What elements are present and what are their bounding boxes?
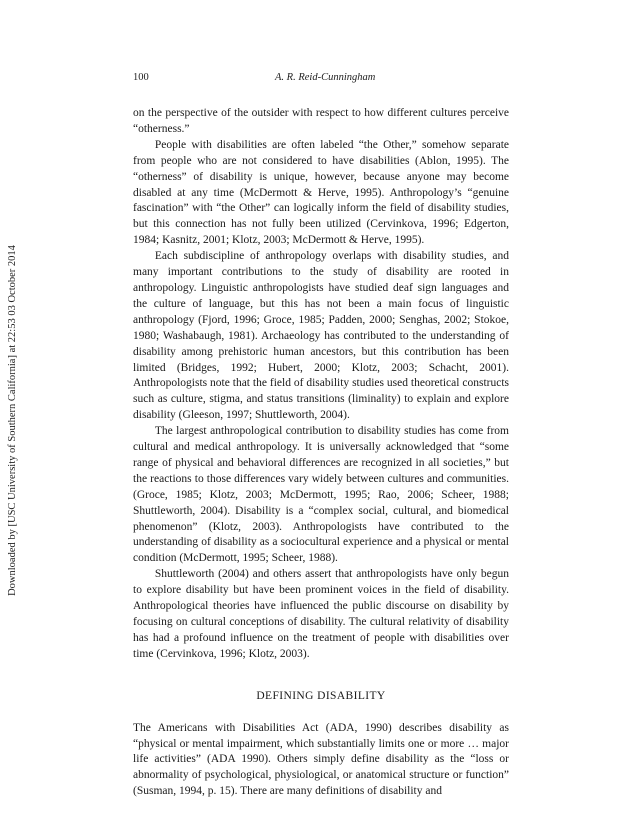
running-author: A. R. Reid-Cunningham <box>275 72 376 83</box>
download-watermark <box>2 230 22 610</box>
section-heading: DEFINING DISABILITY <box>256 689 386 702</box>
article-body <box>133 106 509 800</box>
paragraph-the-other: People with disabilities are often labeled “the Other,” somehow separate from people who are not considered to have disabilities (Ablon, 1995). The “otherness” of disability is unique, however, because anyone may become disabled at any time (McDermott & Herve, 1995). Anthropology’s “genuine fascination” with “the Other” can logically inform the field of disability studies, but this connection has not fully been utilized (Cervinkova, 1996; Edgerton, 1984; Kasnitz, 2001; Klotz, 2003; McDermott & Herve, 1995). <box>133 138 509 247</box>
paragraph-cultural-medical: The largest anthropological contribution to disability studies has come from cultural and medical anthropology. It is universally acknowledged that “some range of physical and behavioral differences are recognized in all societies,” but the reactions to those differences vary widely between cultures and communities. (Groce, 1985; Klotz, 2003; McDermott, 1995; Rao, 2006; Scheer, 1988; Shuttleworth, 2004). Disability is a “complex social, cultural, and biomedical phenomenon” (Klotz, 2003). Anthropologists have contributed to the understanding of disability as a sociocultural experience and a physical or mental condition (McDermott, 1995; Scheer, 1988). <box>133 425 509 565</box>
paragraph-continued: on the perspective of the outsider with respect to how different cultures perceive “otherness.” <box>133 107 509 135</box>
paragraph-ada-definition: The Americans with Disabilities Act (ADA, 1990) describes disability as “physical or mental impairment, which substantially limits one or more … major life activities” (ADA 1990). Others simply define disability as the “loss or abnormality of psychological, physiological, or anatomical structure or function” (Susman, 1994, p. 15). There are many definitions of disability and <box>133 721 509 798</box>
page-number: 100 <box>133 72 149 83</box>
paragraph-subdisciplines: Each subdiscipline of anthropology overlaps with disability studies, and many important contributions to the study of disability are rooted in anthropology. Linguistic anthropologists have studied deaf sign languages and the culture of language, but this has not been a main focus of linguistic anthropology (Fjord, 1996; Groce, 1985; Padden, 2000; Senghas, 2002; Stokoe, 1980; Washabaugh, 1981). Archaeology has contributed to the understanding of disability among prehistoric human ancestors, but this contribution has been limited (Bridges, 1992; Hubert, 2000; Klotz, 2003; Schacht, 2001). Anthropologists note that the field of disability studies used theoretical constructs such as culture, stigma, and status transitions (liminality) to explain and explore disability (Gleeson, 1997; Shuttleworth, 2004). <box>133 250 509 422</box>
paragraph-shuttleworth: Shuttleworth (2004) and others assert that anthropologists have only begun to explore disability but have been prominent voices in the field of disability. Anthropological theories have influenced the public discourse on disability by focusing on cultural conceptions of disability. The cultural relativity of disability has had a profound influence on the treatment of people with disabilities over time (Cervinkova, 1996; Klotz, 2003). <box>133 568 509 660</box>
watermark-text: Downloaded by [USC University of Southern California] at 22:53 03 October 2014 <box>6 244 18 596</box>
